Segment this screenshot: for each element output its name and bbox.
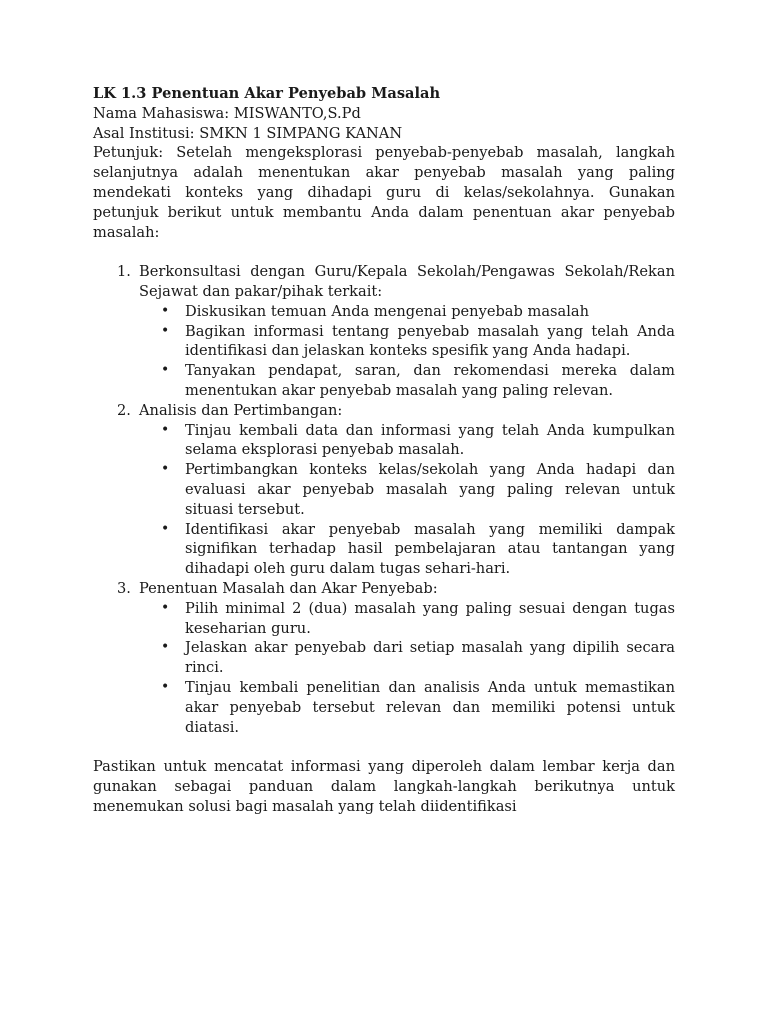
bullet-text: Diskusikan temuan Anda mengenai penyebab masalah [185,302,589,320]
step-item [93,579,675,737]
step-text: Penentuan Masalah dan Akar Penyebab: [139,579,438,597]
steps-list [93,262,675,737]
bullet-list [139,421,675,579]
step-text: Analisis dan Pertimbangan: [139,401,343,419]
bullet-item [139,638,675,678]
document-title: LK 1.3 Penentuan Akar Penyebab Masalah [93,85,441,102]
bullet-list [139,599,675,738]
bullet-item [139,421,675,461]
bullet-text: Tanyakan pendapat, saran, dan rekomendasi mereka dalam menentukan akar penyebab masalah yang paling relevan. [185,362,675,399]
spacer [93,242,675,262]
bullet-text: Bagikan informasi tentang penyebab masalah yang telah Anda identifikasi dan jelaskan konteks spesifik yang Anda hadapi. [185,322,675,360]
step-item [93,401,675,579]
bullet-item [139,520,675,579]
bullet-item [139,460,675,519]
bullet-item [139,302,675,322]
bullet-text: Pilih minimal 2 (dua) masalah yang paling sesuai dengan tugas keseharian guru. [185,599,675,637]
bullet-text: Jelaskan akar penyebab dari setiap masalah yang dipilih secara rinci. [185,639,675,677]
spacer [93,737,675,757]
closing-paragraph: Pastikan untuk mencatat informasi yang diperoleh dalam lembar kerja dan gunakan sebagai panduan dalam langkah-langkah berikutnya untuk menemukan solusi bagi masalah yang telah diidentifikasi [93,758,675,815]
bullet-dot-icon: • [161,421,170,438]
bullet-text: Tinjau kembali penelitian dan analisis Anda untuk memastikan akar penyebab tersebut relevan dan memiliki potensi untuk diatasi. [185,678,675,736]
bullet-dot-icon: • [161,461,170,478]
step-text: Berkonsultasi dengan Guru/Kepala Sekolah/Pengawas Sekolah/Rekan Sejawat dan pakar/pihak terkait: [139,263,675,300]
bullet-text: Tinjau kembali data dan informasi yang telah Anda kumpulkan selama eksplorasi penyebab masalah. [185,421,675,459]
bullet-item [139,322,675,362]
bullet-dot-icon: • [161,302,170,319]
document-page [93,84,675,816]
student-name-line: Nama Mahasiswa: MISWANTO,S.Pd [93,104,361,122]
step-number: 1. [117,263,131,281]
step-item [93,262,675,401]
bullet-dot-icon: • [161,322,170,339]
bullet-dot-icon: • [161,599,170,616]
institution-line: Asal Institusi: SMKN 1 SIMPANG KANAN [93,124,403,142]
bullet-text: Identifikasi akar penyebab masalah yang memiliki dampak signifikan terhadap hasil pembelajaran atau tantangan yang dihadapi oleh guru dalam tugas sehari-hari. [185,520,675,578]
bullet-dot-icon: • [161,678,170,695]
bullet-dot-icon: • [161,520,170,537]
bullet-list [139,302,675,401]
bullet-item [139,599,675,639]
bullet-item [139,361,675,401]
bullet-dot-icon: • [161,639,170,656]
bullet-text: Pertimbangkan konteks kelas/sekolah yang Anda hadapi dan evaluasi akar penyebab masalah yang paling relevan untuk situasi tersebut. [185,461,675,518]
bullet-item [139,678,675,737]
step-number: 3. [117,579,131,597]
step-number: 2. [117,401,131,419]
instructions-paragraph: Petunjuk: Setelah mengeksplorasi penyebab-penyebab masalah, langkah selanjutnya adalah menentukan akar penyebab masalah yang paling mendekati konteks yang dihadapi guru di kelas/sekolahnya. Gunakan petunjuk berikut untuk membantu Anda dalam penentuan akar penyebab masalah: [93,144,675,241]
bullet-dot-icon: • [161,362,170,379]
